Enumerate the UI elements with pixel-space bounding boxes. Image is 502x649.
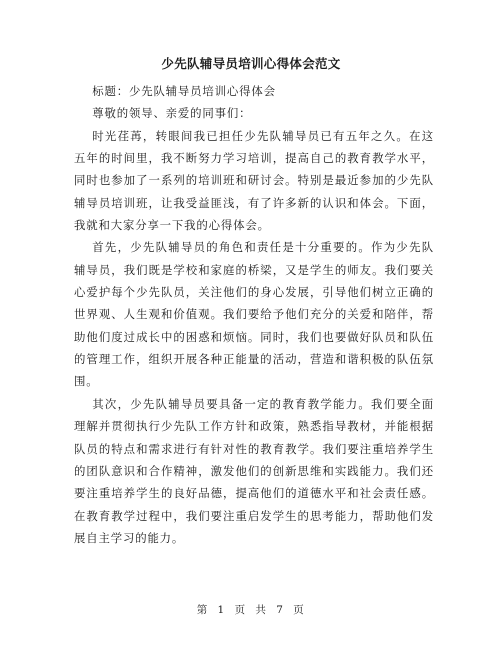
paragraph-3: 其次，少先队辅导员要具备一定的教育教学能力。我们要全面理解并贯彻执行少先队工作方针和政策，熟悉指导教材，并能根据队员的特点和需求进行有针对性的教育教学。我们要注重培养学生的团队意识和合作精神，激发他们的创新思维和实践能力。我们还要注重培养学生的良好品德，提高他们的道德水平和社会责任感。在教育教学过程中，我们要注重启发学生的思考能力，帮助他们发展自主学习的能力。 bbox=[74, 396, 434, 545]
document-body bbox=[74, 80, 434, 549]
subtitle-line: 标题：少先队辅导员培训心得体会 bbox=[92, 84, 276, 98]
paragraph-2: 首先，少先队辅导员的角色和责任是十分重要的。作为少先队辅导员，我们既是学校和家庭的桥梁，又是学生的师友。我们要关心爱护每个少先队员，关注他们的身心发展，引导他们树立正确的世界观、人生观和价值观。我们要给予他们充分的关爱和陪伴，帮助他们度过成长中的困惑和烦恼。同时，我们也要做好队员和队伍的管理工作，组织开展各种正能量的活动，营造和谐积极的队伍氛围。 bbox=[74, 240, 434, 389]
greeting-line: 尊敬的领导、亲爱的同事们： bbox=[92, 106, 252, 121]
document-title: 少先队辅导员培训心得体会范文 bbox=[161, 56, 341, 71]
page-number-footer: 第 1 页 共 7 页 bbox=[196, 604, 306, 616]
paragraph-1: 时光荏苒，转眼间我已担任少先队辅导员已有五年之久。在这五年的时间里，我不断努力学习培训，提高自己的教育教学水平，同时也参加了一系列的培训班和研讨会。特别是最近参加的少先队辅导员培训班，让我受益匪浅，有了许多新的认识和体会。下面，我就和大家分享一下我的心得体会。 bbox=[74, 128, 434, 233]
